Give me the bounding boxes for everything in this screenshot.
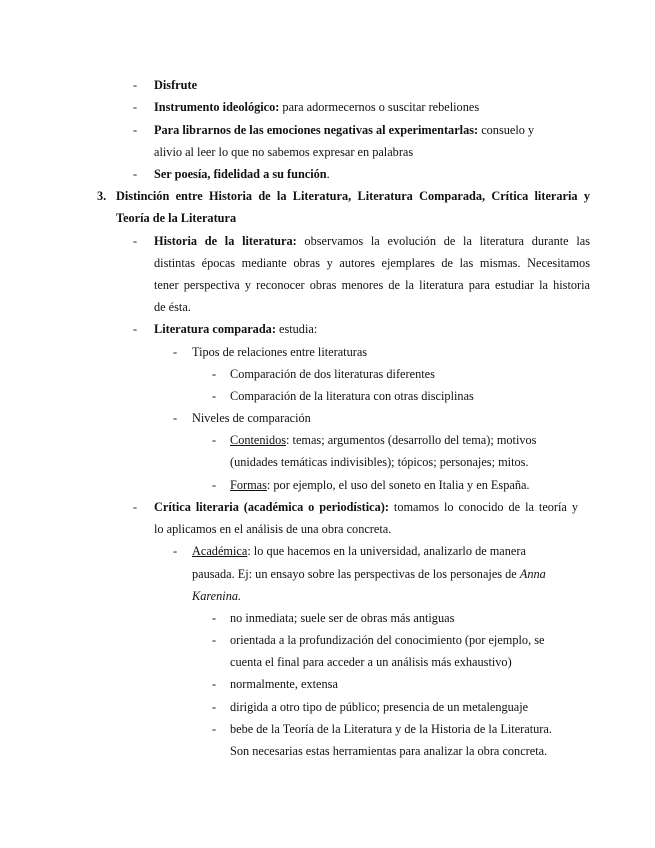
critica-bold: Crítica literaria (académica o periodística): bbox=[154, 500, 389, 514]
academica-item: bebe de la Teoría de la Literatura y de la Historia de la Literatura. bbox=[230, 722, 552, 736]
academica-item: orientada a la profundización del conocimiento (por ejemplo, se bbox=[230, 633, 545, 647]
academica-item: no inmediata; suele ser de obras más antiguas bbox=[230, 611, 455, 625]
bullet-bold: Ser poesía, fidelidad a su función bbox=[154, 167, 327, 181]
academica-item-cont: Son necesarias estas herramientas para analizar la obra concreta. bbox=[230, 744, 548, 758]
bullet-poesia bbox=[154, 166, 330, 182]
bullet-dash: - bbox=[212, 633, 217, 647]
critica-text: tomamos lo conocido de la teoría y bbox=[388, 500, 578, 514]
comparada-line bbox=[154, 321, 317, 337]
bullet-dash: - bbox=[212, 722, 217, 736]
section-number: 3. bbox=[97, 189, 107, 203]
bullet-dash: - bbox=[133, 123, 138, 137]
academica-text: : lo que hacemos en la universidad, analizarlo de manera bbox=[247, 544, 526, 558]
historia-line3: tener perspectiva y reconocer obras menores de la literatura para estudiar la historia bbox=[154, 278, 590, 292]
academica-text2: pausada. Ej: un ensayo sobre las perspectivas de los personajes de bbox=[192, 567, 520, 581]
bullet-text: para adormecernos o suscitar rebeliones bbox=[279, 100, 480, 114]
bullet-dash: - bbox=[212, 478, 217, 492]
bullet-dash: - bbox=[212, 389, 217, 403]
formas-label: Formas bbox=[230, 478, 267, 492]
bullet-dash: - bbox=[133, 234, 138, 248]
comparada-bold: Literatura comparada: bbox=[154, 322, 276, 336]
contenidos-text: : temas; argumentos (desarrollo del tema); motivos bbox=[286, 433, 537, 447]
comparada-niveles: Niveles de comparación bbox=[192, 411, 311, 425]
section-title-line2: Teoría de la Literatura bbox=[116, 211, 237, 225]
bullet-dash: - bbox=[173, 544, 178, 558]
comparada-text: estudia: bbox=[275, 322, 318, 336]
bullet-dash: - bbox=[212, 367, 217, 381]
comparada-tipos: Tipos de relaciones entre literaturas bbox=[192, 345, 368, 359]
contenidos-label: Contenidos bbox=[230, 433, 287, 447]
bullet-text: . bbox=[326, 167, 330, 181]
bullet-dash: - bbox=[173, 411, 178, 425]
academica-item: normalmente, extensa bbox=[230, 677, 338, 691]
historia-bold: Historia de la literatura: bbox=[154, 234, 297, 248]
academica-italic1: Anna bbox=[519, 567, 546, 581]
formas-text: : por ejemplo, el uso del soneto en Italia y en España. bbox=[266, 478, 530, 492]
historia-line1 bbox=[154, 233, 590, 249]
tipos-item: Comparación de dos literaturas diferentes bbox=[230, 367, 435, 381]
bullet-dash: - bbox=[212, 677, 217, 691]
bullet-disfrute bbox=[154, 77, 197, 93]
bullet-dash: - bbox=[133, 167, 138, 181]
formas-line bbox=[230, 477, 530, 493]
bullet-dash: - bbox=[212, 700, 217, 714]
academica-line1 bbox=[192, 543, 526, 559]
bullet-dash: - bbox=[212, 433, 217, 447]
bullet-dash: - bbox=[212, 611, 217, 625]
academica-line3 bbox=[192, 588, 241, 604]
bullet-text: consuelo y bbox=[478, 123, 535, 137]
academica-line2 bbox=[192, 566, 546, 582]
bullet-bold: Disfrute bbox=[154, 78, 198, 92]
academica-item-cont: cuenta el final para acceder a un análisis más exhaustivo) bbox=[230, 655, 512, 669]
bullet-dash: - bbox=[133, 500, 138, 514]
critica-line1 bbox=[154, 499, 578, 515]
historia-text: observamos la evolución de la literatura durante las bbox=[296, 234, 590, 248]
academica-item: dirigida a otro tipo de público; presencia de un metalenguaje bbox=[230, 700, 529, 714]
academica-label: Académica bbox=[192, 544, 248, 558]
bullet-dash: - bbox=[133, 78, 138, 92]
critica-line2: lo aplicamos en el análisis de una obra concreta. bbox=[154, 522, 392, 536]
bullet-bold: Instrumento ideológico: bbox=[154, 100, 280, 114]
contenidos-line1 bbox=[230, 432, 536, 448]
bullet-dash: - bbox=[173, 345, 178, 359]
historia-line4: de ésta. bbox=[154, 300, 191, 314]
bullet-librarnos bbox=[154, 122, 534, 138]
bullet-dash: - bbox=[133, 322, 138, 336]
historia-line2: distintas épocas mediante obras y autores ejemplares de las mismas. Necesitamos bbox=[154, 256, 590, 270]
tipos-item: Comparación de la literatura con otras disciplinas bbox=[230, 389, 474, 403]
bullet-bold: Para librarnos de las emociones negativas al experimentarlas: bbox=[154, 123, 479, 137]
contenidos-line2: (unidades temáticas indivisibles); tópicos; personajes; mitos. bbox=[230, 455, 529, 469]
academica-italic2: Karenina. bbox=[192, 589, 242, 603]
bullet-dash: - bbox=[133, 100, 138, 114]
bullet-instrumento bbox=[154, 99, 479, 115]
section-title-line1: Distinción entre Historia de la Literatura, Literatura Comparada, Crítica literaria y bbox=[116, 189, 590, 203]
bullet-librarnos-cont: alivio al leer lo que no sabemos expresar en palabras bbox=[154, 145, 414, 159]
